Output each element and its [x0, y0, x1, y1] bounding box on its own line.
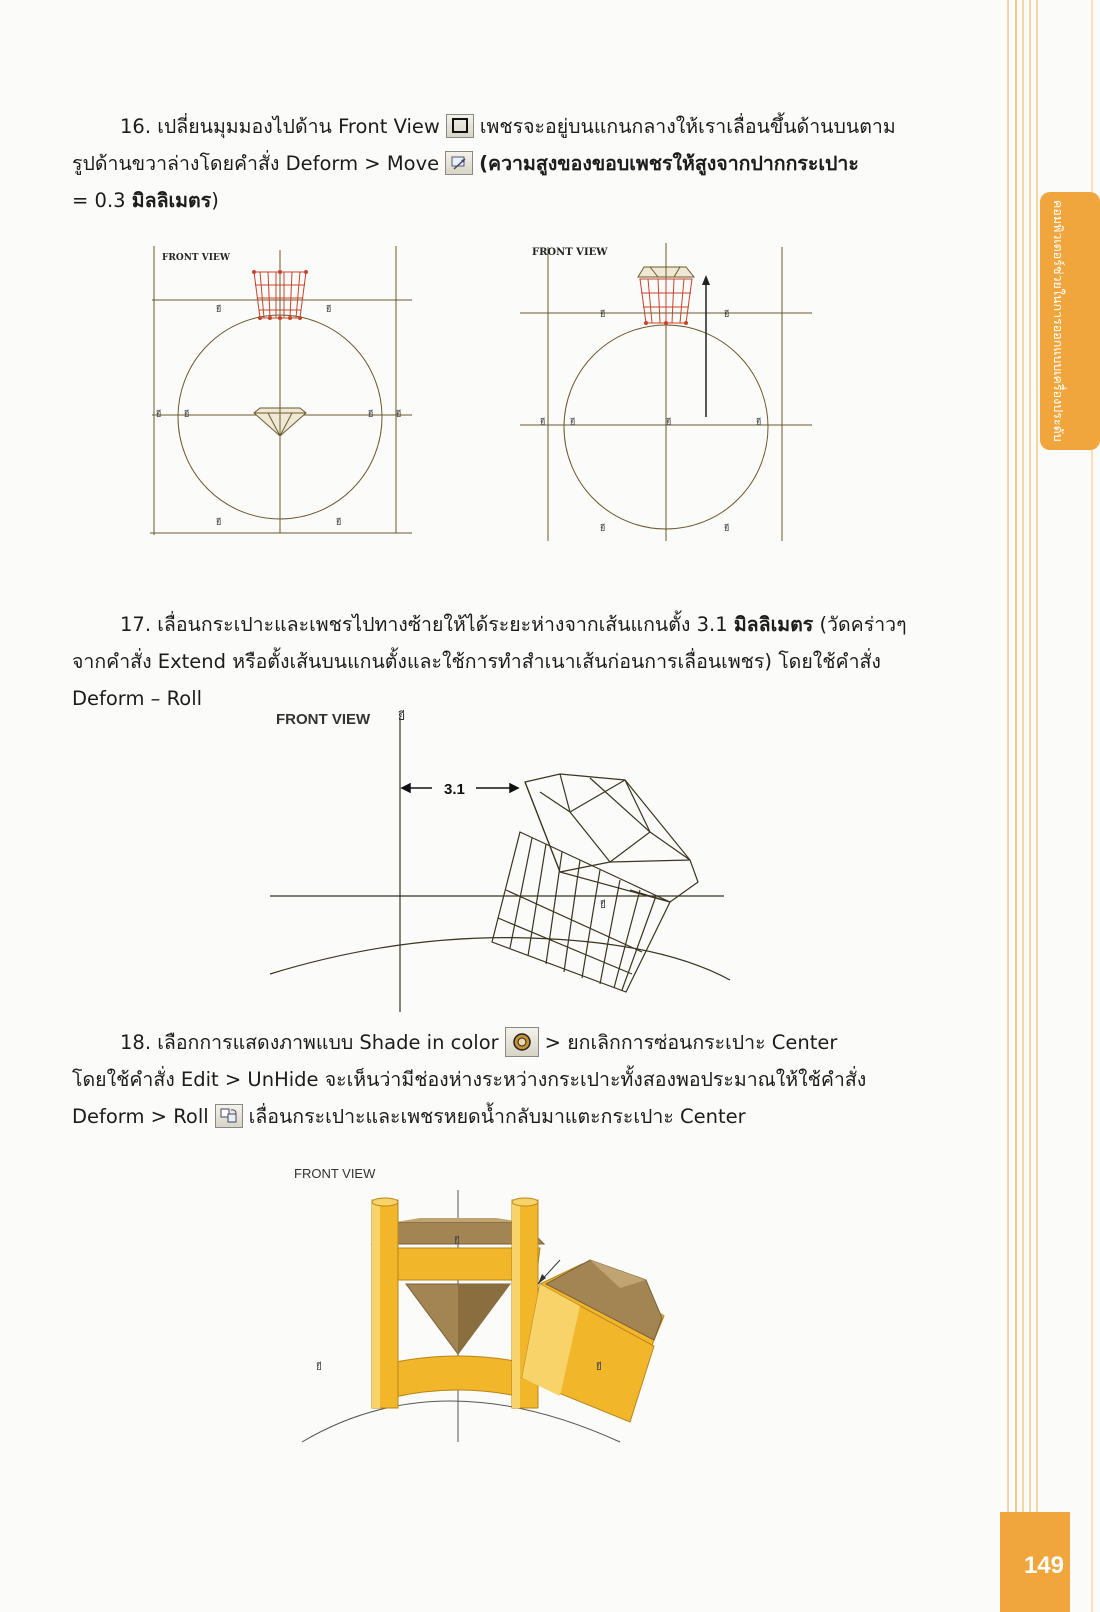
svg-text:ยี: ยี	[724, 524, 730, 534]
svg-text:ยี: ยี	[398, 709, 406, 723]
svg-text:ยี: ยี	[540, 418, 546, 428]
figure-3-label: FRONT VIEW	[276, 711, 371, 728]
svg-text:ยี: ยี	[216, 305, 222, 315]
step-17-line1b: มิลลิเมตร	[733, 613, 814, 636]
dimension-label: 3.1	[444, 781, 465, 798]
step-18-line3b: เลื่อนกระเปาะและเพชรหยดน้ำกลับมาแตะกระเปาะ Center	[248, 1105, 746, 1128]
svg-text:ยี: ยี	[156, 410, 162, 420]
svg-text:ยี: ยี	[336, 518, 342, 528]
step-18-line1b: > ยกเลิกการซ่อนกระเปาะ Center	[544, 1031, 838, 1054]
figure-4-label: FRONT VIEW	[294, 1166, 376, 1181]
figure-front-view-3	[270, 709, 740, 1018]
step-18-line1a: 18. เลือกการแสดงภาพแบบ Shade in color	[120, 1031, 499, 1054]
step-17-line1c: (วัดคร่าวๆ	[819, 613, 907, 636]
figure-front-view-4	[290, 1160, 680, 1450]
square-view-icon	[446, 114, 474, 138]
svg-text:ยี: ยี	[600, 524, 606, 534]
page-number: 149	[1000, 1512, 1070, 1612]
figure-front-view-2	[520, 235, 820, 550]
step-16-text	[72, 108, 940, 219]
svg-text:ยี: ยี	[316, 1362, 322, 1373]
svg-text:ยี: ยี	[756, 418, 762, 428]
figure-front-view-1	[150, 240, 430, 550]
shade-color-icon	[505, 1027, 539, 1057]
figure-1-label: FRONT VIEW	[162, 253, 230, 263]
svg-text:ยี: ยี	[600, 310, 606, 320]
step-16-line2b: (ความสูงของขอบเพชรให้สูงจากปากกระเปาะ	[479, 152, 859, 175]
roll-icon	[215, 1104, 243, 1128]
step-16-line3a: = 0.3	[72, 189, 126, 212]
step-17-line2: จากคำสั่ง Extend หรือตั้งเส้นบนแกนตั้งและใช้การทำสำเนาเส้นก่อนการเลื่อนเพชร) โดยใช้คำสั่ง	[72, 650, 881, 673]
svg-text:ยี: ยี	[600, 900, 606, 911]
move-icon	[445, 151, 473, 175]
step-17-line3: Deform – Roll	[72, 687, 203, 710]
svg-text:ยี: ยี	[570, 418, 576, 428]
step-16-line3b: มิลลิเมตร	[131, 189, 212, 212]
step-18-line2: โดยใช้คำสั่ง Edit > UnHide จะเห็นว่ามีช่องห่างระหว่างกระเปาะทั้งสองพอประมาณให้ใช้คำสั่ง	[72, 1068, 867, 1091]
svg-text:ยี: ยี	[184, 410, 190, 420]
step-17-line1a: 17. เลื่อนกระเปาะและเพชรไปทางซ้ายให้ได้ระยะห่างจากเส้นแกนตั้ง 3.1	[120, 613, 728, 636]
svg-text:ยี: ยี	[216, 518, 222, 528]
svg-text:ยี: ยี	[666, 418, 672, 428]
step-16-line3c: )	[211, 189, 219, 212]
svg-text:ยี: ยี	[724, 310, 730, 320]
step-17-text	[72, 606, 940, 717]
step-16-line2a: รูปด้านขวาล่างโดยคำสั่ง Deform > Move	[72, 152, 440, 175]
figure-2-label: FRONT VIEW	[532, 247, 608, 258]
svg-text:ยี: ยี	[596, 1362, 602, 1373]
svg-text:ยี: ยี	[368, 410, 374, 420]
chapter-side-tab: คอมพิวเตอร์ช่วยในการออกแบบเครื่องประดับ	[1051, 200, 1066, 442]
svg-text:ยี: ยี	[396, 410, 402, 420]
svg-text:ยี: ยี	[454, 1236, 460, 1247]
step-18-text	[72, 1024, 940, 1135]
svg-text:ยี: ยี	[326, 305, 332, 315]
step-18-line3a: Deform > Roll	[72, 1105, 209, 1128]
step-16-line1a: 16. เปลี่ยนมุมมองไปด้าน Front View	[120, 115, 440, 138]
step-16-line1b: เพชรจะอยู่บนแกนกลางให้เราเลื่อนขึ้นด้านบนตาม	[479, 115, 896, 138]
